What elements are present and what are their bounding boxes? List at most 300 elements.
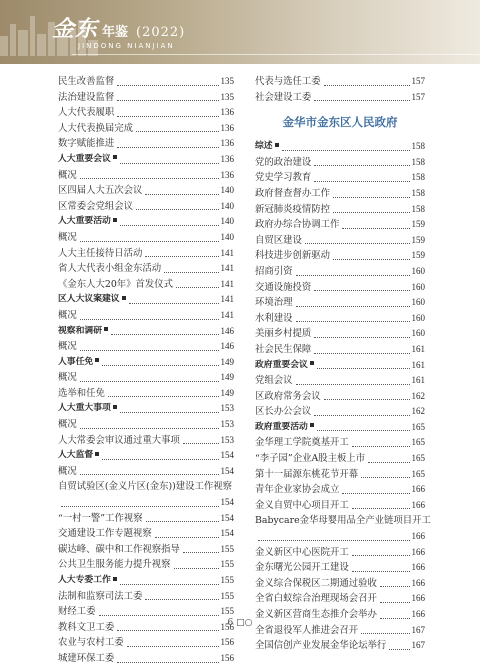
toc-entry-wrapped-title: 自贸试验区(金义片区(金东))建设工作视察 [58, 481, 233, 493]
toc-entry [255, 638, 425, 654]
toc-entry-title [255, 248, 330, 264]
toc-section-heading [58, 324, 234, 340]
toc-page-number: 154 [220, 512, 234, 523]
toc-right-top-list [255, 74, 425, 105]
brand-subtitle: 年鉴 [102, 25, 129, 40]
toc-entry-title-text: 概况 [58, 231, 77, 243]
toc-entry-title-text: 人大重要活动 [58, 216, 111, 227]
toc-page-number: 166 [411, 577, 425, 588]
toc-entry-title-text: 水利建设 [255, 312, 293, 324]
toc-entry [58, 433, 234, 449]
toc-entry [255, 389, 425, 405]
toc-entry-title-text: 社会建设工委 [255, 91, 312, 103]
toc-page-number: 135 [220, 76, 234, 86]
toc-entry-title [58, 526, 152, 542]
dot-leader [117, 662, 218, 663]
toc-entry [58, 464, 234, 480]
toc-entry-title [58, 635, 124, 651]
dot-leader [324, 85, 410, 86]
toc-entry-title-text: 区长办公会议 [255, 406, 312, 418]
toc-page-number: 136 [220, 153, 234, 164]
dot-leader [183, 552, 219, 553]
toc-entry [58, 417, 234, 433]
dot-leader [145, 599, 218, 600]
toc-entry-title [255, 373, 293, 389]
toc-entry-title [255, 217, 339, 233]
toc-page-number: 140 [220, 200, 234, 211]
toc-entry-title-text: 概况 [58, 419, 77, 431]
toc-page-number: 165 [411, 453, 425, 464]
dot-leader [314, 337, 409, 338]
dot-leader [352, 555, 410, 556]
dot-leader [176, 287, 218, 288]
dot-leader [80, 350, 219, 351]
toc-entry-title [58, 199, 133, 215]
toc-entry [255, 467, 425, 483]
toc-entry [255, 591, 425, 607]
dot-leader [117, 630, 218, 631]
toc-page-number: 158 [411, 141, 425, 152]
toc-entry-title [58, 261, 161, 277]
toc-entry [255, 342, 425, 358]
toc-entry-title [58, 542, 180, 558]
toc-entry-title-text: 《金东人大20年》首发仪式 [58, 278, 174, 290]
toc-entry-title [255, 74, 321, 90]
toc-page-number: 166 [411, 499, 425, 510]
heading-square-marker [113, 577, 117, 581]
dot-leader [80, 241, 219, 242]
heading-square-marker [310, 423, 314, 427]
toc-entry-title-text: 法制和监察司法工委 [58, 590, 143, 602]
toc-right-list [255, 139, 431, 654]
toc-page-number: 154 [220, 497, 234, 508]
toc-entry-title-text: 农业与农村工委 [58, 637, 124, 649]
toc-section-heading [58, 573, 234, 589]
toc-section-heading [255, 420, 425, 436]
toc-page-number: 146 [220, 325, 234, 336]
toc-entry [255, 482, 425, 498]
toc-entry [58, 557, 234, 573]
toc-entry-title-text: 法治建设监督 [58, 91, 115, 103]
toc-page-number: 161 [411, 343, 425, 354]
dot-leader [117, 85, 218, 86]
toc-entry-title [58, 168, 77, 184]
toc-entry [58, 542, 234, 558]
toc-page-number: 135 [220, 91, 234, 102]
toc-entry-title-text: 区政府常务会议 [255, 390, 321, 402]
toc-entry-title-text: 区常委会党组会议 [58, 200, 134, 212]
dot-leader [352, 571, 410, 572]
dot-leader [333, 259, 409, 260]
toc-entry-title-text: 人事任免 [58, 356, 94, 367]
dot-leader [127, 646, 219, 647]
dot-leader [389, 649, 409, 650]
toc-entry [58, 308, 234, 324]
toc-entry-title [58, 183, 142, 199]
dot-leader [296, 306, 410, 307]
dot-leader [80, 381, 219, 382]
toc-entry-title [58, 121, 133, 137]
toc-entry-title [58, 355, 99, 371]
toc-page-number: 136 [220, 169, 234, 180]
toc-entry-title [255, 139, 279, 155]
toc-entry-title [255, 404, 311, 420]
dot-leader [314, 165, 409, 166]
toc-entry-title-text: 概况 [58, 309, 77, 321]
toc-entry-title [255, 482, 339, 498]
toc-right-column [255, 74, 431, 654]
toc-entry-title [58, 152, 117, 168]
toc-entry-title-text: 金义综合保税区二期通过验收 [255, 577, 377, 589]
toc-entry-title [255, 545, 349, 561]
toc-page-number: 166 [411, 562, 425, 573]
toc-entry-title [255, 280, 311, 296]
toc-entry-title-text: 全国信创产业发展金华论坛举行 [255, 640, 387, 652]
dot-leader [314, 415, 409, 416]
dot-leader [352, 508, 410, 509]
toc-entry-title-text: 党史学习教育 [255, 172, 312, 184]
toc-entry-title [58, 573, 117, 589]
toc-page-number: 155 [220, 543, 234, 554]
dot-leader [146, 521, 219, 522]
toc-page-number: 141 [220, 278, 234, 289]
toc-entry-title [58, 308, 77, 324]
dot-leader [80, 178, 219, 179]
dot-leader [368, 462, 409, 463]
toc-page-number: 158 [411, 187, 425, 198]
header-rule [72, 54, 480, 55]
toc-entry-title [58, 292, 126, 308]
heading-square-marker [95, 452, 99, 456]
toc-page-number: 155 [220, 590, 234, 601]
dot-leader [129, 303, 219, 304]
dot-leader [80, 428, 219, 429]
toc-section-heading [58, 292, 234, 308]
toc-page-number: 153 [220, 403, 234, 414]
toc-entry-title [58, 370, 77, 386]
toc-page-number: 167 [411, 624, 425, 635]
heading-square-marker [122, 296, 126, 300]
toc-page-number: 136 [220, 122, 234, 133]
toc-entry [255, 264, 425, 280]
toc-entry-title-text: 自贸区建设 [255, 234, 302, 246]
toc-entry-title [58, 589, 142, 605]
toc-entry-title [58, 90, 114, 106]
toc-entry-title-text: “李子园”企业A股主板上市 [255, 453, 366, 465]
dot-leader [333, 212, 409, 213]
toc-section-heading [58, 355, 234, 371]
dot-leader [314, 100, 409, 101]
brand-year: (2022) [136, 25, 186, 40]
dot-leader [314, 353, 409, 354]
toc-page-number: 140 [220, 231, 234, 242]
toc-entry [58, 651, 234, 667]
toc-entry [255, 280, 425, 296]
toc-page-number: 154 [220, 528, 234, 539]
dot-leader [145, 256, 218, 257]
toc-page-number: 140 [220, 216, 234, 227]
toc-page-number: 156 [220, 621, 234, 632]
toc-page-number: 159 [411, 250, 425, 261]
section-title-text: 金华市金东区人民政府 [282, 115, 398, 130]
toc-entry [58, 230, 234, 246]
toc-entry [255, 435, 425, 451]
toc-entry-title [255, 420, 314, 436]
dot-leader [174, 568, 219, 569]
dot-leader [164, 272, 218, 273]
dot-leader [108, 396, 219, 397]
toc-entry [255, 295, 425, 311]
toc-page-number: 160 [411, 297, 425, 308]
toc-entry-title [255, 264, 293, 280]
toc-section-heading [58, 448, 234, 464]
toc-entry [255, 404, 425, 420]
toc-page-number: 141 [220, 247, 234, 258]
toc-entry-title [58, 401, 117, 417]
toc-page-number: 157 [411, 76, 425, 86]
toc-page-number: 159 [411, 234, 425, 245]
dot-leader [361, 633, 409, 634]
toc-page-number: 161 [411, 359, 425, 370]
toc-page-number: 140 [220, 185, 234, 196]
toc-entry-title-text: 概况 [58, 169, 77, 181]
toc-page-number: 160 [411, 312, 425, 323]
toc-section-heading [58, 214, 234, 230]
toc-entry-title-text: 金义自贸中心项目开工 [255, 499, 349, 511]
toc-page-number: 165 [411, 468, 425, 479]
toc-entry-title [58, 448, 99, 464]
toc-page-number: 165 [411, 421, 425, 432]
dot-leader [183, 443, 219, 444]
toc-entry-title-text: 第十一届源东桃花节开幕 [255, 468, 359, 480]
toc-page-number: 165 [411, 437, 425, 448]
toc-entry-title-text: 选举和任免 [58, 387, 105, 399]
toc-section-title [255, 105, 425, 139]
dot-leader [117, 116, 218, 117]
toc-entry [58, 511, 234, 527]
toc-entry [58, 339, 234, 355]
toc-page-number: 155 [220, 606, 234, 617]
toc-entry-title-text: 财经工委 [58, 606, 96, 618]
toc-entry-title [255, 638, 386, 654]
dot-leader [314, 290, 409, 291]
toc-entry-title [255, 435, 349, 451]
toc-entry-title-text: 金东曙光公园开工建设 [255, 562, 349, 574]
dot-leader [145, 194, 218, 195]
toc-entry-title-text: 金义新区营商生态推介会举办 [255, 609, 377, 620]
toc-entry [255, 170, 425, 186]
toc-entry [255, 451, 425, 467]
toc-section-heading [255, 139, 425, 155]
toc-page-number: 153 [220, 419, 234, 430]
toc-entry-title [58, 651, 114, 667]
toc-entry [58, 261, 234, 277]
toc-page-number: 156 [220, 652, 234, 663]
toc-entry-title-text: 概况 [58, 372, 77, 384]
toc-entry [58, 183, 234, 199]
toc-entry [58, 105, 234, 121]
dot-leader [361, 477, 409, 478]
toc-entry-title-text: 碳达峰、碳中和工作视察指导 [58, 543, 180, 555]
toc-entry-title-text: 交通建设工作专题视察 [58, 528, 152, 540]
toc-page-number: 161 [411, 375, 425, 386]
dot-leader [317, 430, 410, 431]
toc-entry-title [255, 576, 377, 592]
toc-page-number: 159 [411, 219, 425, 230]
toc-entry-title [255, 186, 330, 202]
toc-page-number: 155 [220, 559, 234, 570]
toc-entry-title-text: 交通设施投资 [255, 281, 312, 293]
toc-entry-title [58, 511, 143, 527]
toc-entry-title [255, 326, 311, 342]
toc-page-number: 136 [220, 107, 234, 118]
toc-entry-title [58, 74, 114, 90]
toc-entry-title-text: 全省退役军人推进会召开 [255, 624, 359, 636]
dot-leader [117, 100, 218, 101]
dot-leader [314, 181, 409, 182]
toc-entry-title [58, 105, 114, 121]
toc-left-column [58, 74, 234, 667]
toc-entry-title [58, 324, 108, 340]
toc-entry-title-text: 人大代表换届完成 [58, 122, 134, 134]
yearbook-header-banner [0, 0, 480, 64]
dot-leader [352, 446, 410, 447]
toc-entry [58, 90, 234, 106]
toc-entry [58, 495, 234, 511]
brand-name: 金东 [52, 16, 99, 42]
heading-square-marker [95, 358, 99, 362]
toc-entry-title [58, 136, 114, 152]
toc-page-number: 141 [220, 263, 234, 274]
toc-entry-title [255, 233, 302, 249]
dot-leader [111, 334, 219, 335]
heading-square-marker [113, 155, 117, 159]
toc-page-number: 158 [411, 172, 425, 183]
toc-entry-title [58, 277, 173, 293]
toc-entry-title [255, 155, 311, 171]
dot-leader [258, 540, 410, 541]
dot-leader [120, 412, 219, 413]
toc-page-number: 149 [220, 356, 234, 367]
toc-entry-title [58, 214, 117, 230]
toc-entry-title-text: 概况 [58, 341, 77, 353]
toc-entry-title-text: 人大专委工作 [58, 575, 111, 585]
toc-page-number: 166 [411, 546, 425, 557]
toc-entry-title [255, 90, 311, 106]
toc-entry-title-text: 人大监督 [58, 450, 94, 461]
toc-entry [58, 121, 234, 137]
heading-square-marker [275, 143, 279, 147]
dot-leader [102, 459, 218, 460]
toc-entry [255, 248, 425, 264]
toc-entry-title-text: 城建环保工委 [58, 652, 115, 664]
dot-leader [380, 602, 410, 603]
toc-page-number: 146 [220, 341, 234, 352]
toc-entry-title [255, 170, 311, 186]
toc-entry-title-text: 政府重要会议 [255, 359, 308, 370]
toc-page-number: 167 [411, 640, 425, 651]
toc-page-number: 158 [411, 203, 425, 214]
toc-page-number: 160 [411, 328, 425, 339]
toc-entry-title-text: 政府办综合协调工作 [255, 219, 340, 231]
toc-section-heading [255, 358, 425, 374]
toc-entry-title [255, 342, 311, 358]
toc-entry-title-text: 人大主任接待日活动 [58, 247, 143, 259]
heading-square-marker [113, 405, 117, 409]
toc-entry-wrapped-title: Babycare金华母婴用品全产业链项目开工 [255, 515, 431, 527]
toc-entry [58, 246, 234, 262]
toc-page-number: 154 [220, 450, 234, 461]
toc-entry [255, 373, 425, 389]
toc-entry-title-text: 新冠肺炎疫情防控 [255, 203, 331, 215]
dot-leader [117, 147, 218, 148]
toc-page-number: 166 [411, 531, 425, 542]
dot-leader [342, 228, 409, 229]
toc-entry-title [58, 386, 105, 402]
dot-leader [282, 150, 410, 151]
toc-entry-title-text: 科技进步创新驱动 [255, 250, 331, 262]
toc-entry-title [255, 389, 321, 405]
dot-leader [120, 163, 219, 164]
toc-entry-title-text: 金义新区中心医院开工 [255, 546, 349, 558]
dot-leader [305, 243, 410, 244]
toc-entry-title-text: 社会民生保障 [255, 343, 312, 355]
toc-entry-title [255, 311, 293, 327]
toc-entry-title [58, 417, 77, 433]
toc-entry [255, 233, 425, 249]
toc-page-number: 166 [411, 609, 425, 619]
toc-entry [58, 526, 234, 542]
toc-page-number: 153 [220, 434, 234, 445]
toc-entry-title [58, 246, 142, 262]
toc-entry [255, 498, 425, 514]
dot-leader [136, 131, 218, 132]
toc-entry-title [58, 339, 77, 355]
toc-entry [255, 202, 425, 218]
heading-square-marker [104, 327, 108, 331]
toc-page-number: 155 [220, 575, 234, 585]
yearbook-brand [52, 12, 185, 43]
toc-entry [58, 74, 234, 90]
toc-entry-title-text: 民生改善监督 [58, 76, 115, 87]
toc-entry [255, 560, 425, 576]
toc-entry-title-text: “一村一警”工作视察 [58, 512, 143, 524]
toc-entry-title-text: 教科文卫工委 [58, 621, 115, 633]
toc-page-number: 136 [220, 138, 234, 149]
page-folio: 6 □○ [227, 618, 253, 628]
toc-entry [58, 199, 234, 215]
toc-entry-title-text: 金华理工学院奠基开工 [255, 437, 349, 449]
toc-entry-title [255, 591, 377, 607]
toc-entry-title-text: 美丽乡村提质 [255, 328, 312, 340]
dot-leader [80, 319, 219, 320]
toc-entry-title-text: 环境治理 [255, 297, 293, 309]
toc-entry-title [255, 560, 349, 576]
dot-leader [61, 506, 219, 507]
toc-page-number: 160 [411, 265, 425, 276]
dot-leader [120, 584, 219, 585]
toc-page-number: 154 [220, 465, 234, 476]
toc-entry [58, 277, 234, 293]
toc-entry-title-text: 综述 [255, 141, 273, 152]
toc-entry-title-text: 概况 [58, 465, 77, 477]
toc-page-number: 141 [220, 294, 234, 305]
toc-entry [255, 529, 425, 545]
toc-page-number: 166 [411, 484, 425, 495]
toc-entry-title [255, 498, 349, 514]
toc-page-number: 149 [220, 372, 234, 383]
toc-entry [58, 386, 234, 402]
